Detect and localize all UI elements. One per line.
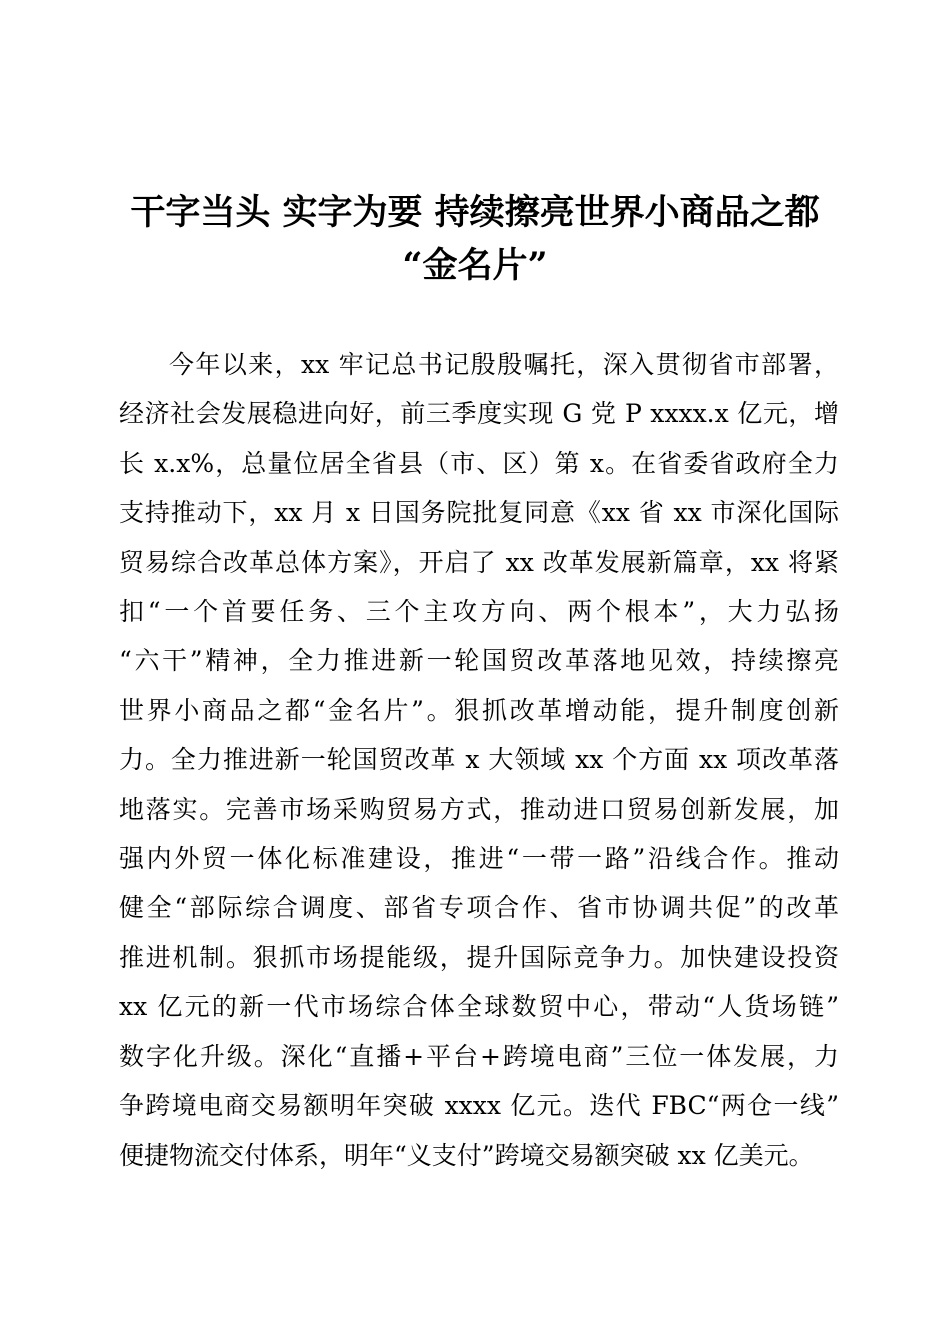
body-line: 支持推动下，xx 月 x 日国务院批复同意《xx 省 xx 市深化国际 <box>119 498 839 528</box>
body-line: 今年以来，xx 牢记总书记殷殷嘱托，深入贯彻省市部署， <box>169 350 839 379</box>
title-line-1: 干字当头 实字为要 持续擦亮世界小商品之都 <box>130 192 820 233</box>
body-line: 争跨境电商交易额明年突破 xxxx 亿元。迭代 FBC“两仓一线” <box>119 1091 839 1121</box>
body-line: “六干”精神，全力推进新一轮国贸改革落地见效，持续擦亮 <box>119 646 839 676</box>
body-line: 推进机制。狠抓市场提能级，提升国际竞争力。加快建设投资 <box>119 942 839 972</box>
body-line: 强内外贸一体化标准建设，推进“一带一路”沿线合作。推动 <box>119 844 839 874</box>
body-line: xx 亿元的新一代市场综合体全球数贸中心，带动“人货场链” <box>119 992 839 1022</box>
body-line: 力。全力推进新一轮国贸改革 x 大领域 xx 个方面 xx 项改革落 <box>119 745 839 775</box>
body-line: 扣“一个首要任务、三个主攻方向、两个根本”，大力弘扬 <box>119 597 839 627</box>
body-line: 地落实。完善市场采购贸易方式，推动进口贸易创新发展，加 <box>119 794 839 824</box>
body-line: 便捷物流交付体系，明年“义支付”跨境交易额突破 xx 亿美元。 <box>119 1140 814 1170</box>
body-line: 数字化升级。深化“直播+平台+跨境电商”三位一体发展，力 <box>119 1041 839 1071</box>
document-title <box>100 186 850 292</box>
title-line-2: “金名片” <box>402 245 548 286</box>
body-line: 长 x.x%，总量位居全省县（市、区）第 x。在省委省政府全力 <box>119 448 839 478</box>
body-line: 健全“部际综合调度、部省专项合作、省市协调共促”的改革 <box>119 893 839 923</box>
body-line: 贸易综合改革总体方案》，开启了 xx 改革发展新篇章，xx 将紧 <box>119 547 839 577</box>
body-line: 经济社会发展稳进向好，前三季度实现 G 党 P xxxx.x 亿元，增 <box>119 399 839 429</box>
body-paragraph <box>119 340 839 1180</box>
body-line: 世界小商品之都“金名片”。狠抓改革增动能，提升制度创新 <box>119 695 839 725</box>
